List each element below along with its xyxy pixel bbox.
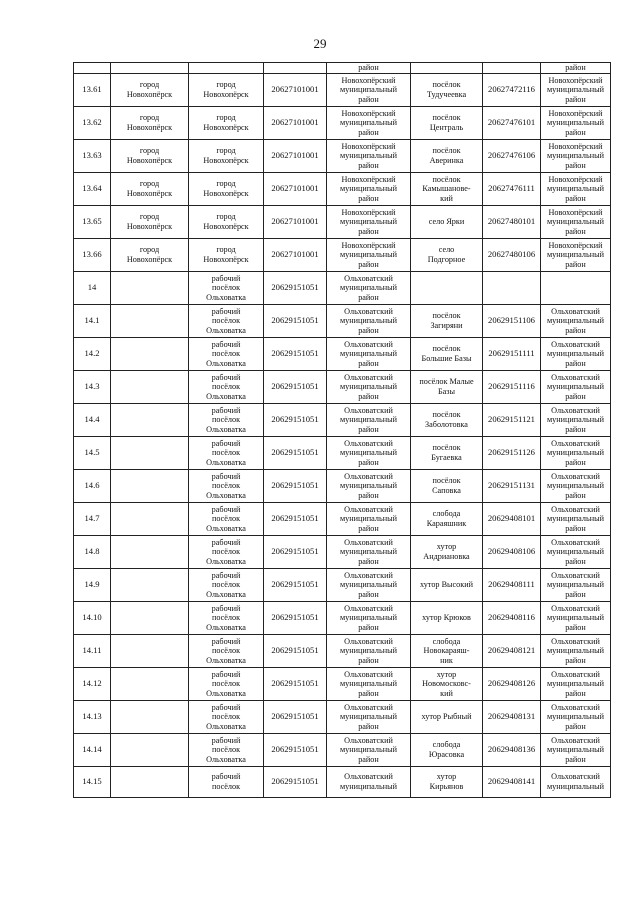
cell-district: Новохопёрский муниципальный район <box>327 140 411 173</box>
cell-locality: посёлок Аверинка <box>411 140 483 173</box>
cell-admin-center: город Новохопёрск <box>189 107 264 140</box>
cell-oktmo-locality: 20629151121 <box>483 404 541 437</box>
cell-number: 14.15 <box>74 767 111 798</box>
cell-district: район <box>327 63 411 74</box>
cell-locality-district: Ольховатский муниципальный район <box>541 536 611 569</box>
cell-number: 13.61 <box>74 74 111 107</box>
cell-locality <box>411 63 483 74</box>
table-row <box>74 206 611 239</box>
cell-settlement <box>111 668 189 701</box>
cell-settlement <box>111 470 189 503</box>
table-row <box>74 635 611 668</box>
cell-locality: хутор Кирьянов <box>411 767 483 798</box>
cell-settlement <box>111 569 189 602</box>
cell-oktmo-center: 20627101001 <box>264 239 327 272</box>
cell-oktmo-locality: 20629151131 <box>483 470 541 503</box>
cell-district: Новохопёрский муниципальный район <box>327 173 411 206</box>
cell-locality: посёлок Загиряни <box>411 305 483 338</box>
table-row <box>74 371 611 404</box>
cell-locality: хутор Рыбный <box>411 701 483 734</box>
table-row <box>74 239 611 272</box>
cell-district: Ольховатский муниципальный район <box>327 338 411 371</box>
cell-oktmo-locality: 20629408131 <box>483 701 541 734</box>
cell-admin-center: рабочий посёлок Ольховатка <box>189 635 264 668</box>
cell-district: Ольховатский муниципальный район <box>327 536 411 569</box>
cell-locality-district: Ольховатский муниципальный район <box>541 404 611 437</box>
cell-settlement: город Новохопёрск <box>111 206 189 239</box>
cell-settlement: город Новохопёрск <box>111 107 189 140</box>
cell-number: 14.6 <box>74 470 111 503</box>
cell-oktmo-locality: 20629151111 <box>483 338 541 371</box>
cell-oktmo-center: 20627101001 <box>264 74 327 107</box>
table-row <box>74 503 611 536</box>
cell-admin-center: город Новохопёрск <box>189 173 264 206</box>
cell-locality: слобода Новокараяш- ник <box>411 635 483 668</box>
cell-oktmo-locality: 20629408141 <box>483 767 541 798</box>
cell-locality: посёлок Большие Базы <box>411 338 483 371</box>
cell-settlement: город Новохопёрск <box>111 140 189 173</box>
cell-district: Ольховатский муниципальный район <box>327 569 411 602</box>
cell-oktmo-center: 20629151051 <box>264 437 327 470</box>
cell-admin-center: город Новохопёрск <box>189 206 264 239</box>
cell-locality: посёлок Централь <box>411 107 483 140</box>
cell-settlement: город Новохопёрск <box>111 173 189 206</box>
cell-oktmo-locality: 20627480106 <box>483 239 541 272</box>
cell-district: Ольховатский муниципальный район <box>327 305 411 338</box>
cell-settlement <box>111 371 189 404</box>
cell-number: 14 <box>74 272 111 305</box>
table-row <box>74 338 611 371</box>
cell-admin-center: рабочий посёлок Ольховатка <box>189 569 264 602</box>
cell-oktmo-locality: 20629408106 <box>483 536 541 569</box>
cell-admin-center: рабочий посёлок Ольховатка <box>189 734 264 767</box>
cell-locality: село Ярки <box>411 206 483 239</box>
cell-oktmo-locality: 20629408101 <box>483 503 541 536</box>
cell-locality-district: Новохопёрский муниципальный район <box>541 173 611 206</box>
cell-settlement <box>111 767 189 798</box>
cell-locality: слобода Юрасовка <box>411 734 483 767</box>
cell-admin-center: город Новохопёрск <box>189 140 264 173</box>
cell-locality-district: Ольховатский муниципальный <box>541 767 611 798</box>
cell-locality-district: Ольховатский муниципальный район <box>541 635 611 668</box>
cell-admin-center: рабочий посёлок Ольховатка <box>189 371 264 404</box>
cell-locality: посёлок Заболотовка <box>411 404 483 437</box>
table-row <box>74 569 611 602</box>
cell-district: Новохопёрский муниципальный район <box>327 239 411 272</box>
cell-oktmo-center: 20629151051 <box>264 668 327 701</box>
cell-admin-center: рабочий посёлок Ольховатка <box>189 305 264 338</box>
cell-district: Ольховатский муниципальный район <box>327 371 411 404</box>
table-row <box>74 536 611 569</box>
cell-locality: посёлок Саповка <box>411 470 483 503</box>
cell-number: 14.9 <box>74 569 111 602</box>
cell-locality: хутор Андриановка <box>411 536 483 569</box>
table-row <box>74 437 611 470</box>
cell-oktmo-center: 20629151051 <box>264 734 327 767</box>
cell-locality-district <box>541 272 611 305</box>
cell-settlement <box>111 404 189 437</box>
cell-locality-district: Ольховатский муниципальный район <box>541 734 611 767</box>
cell-settlement <box>111 338 189 371</box>
cell-admin-center: рабочий посёлок Ольховатка <box>189 668 264 701</box>
cell-admin-center: рабочий посёлок Ольховатка <box>189 503 264 536</box>
cell-oktmo-locality: 20629151126 <box>483 437 541 470</box>
cell-settlement: город Новохопёрск <box>111 239 189 272</box>
cell-number: 14.13 <box>74 701 111 734</box>
cell-locality-district: Ольховатский муниципальный район <box>541 371 611 404</box>
cell-number: 14.3 <box>74 371 111 404</box>
settlement-table <box>73 62 611 798</box>
cell-settlement <box>111 63 189 74</box>
cell-district: Ольховатский муниципальный район <box>327 734 411 767</box>
cell-oktmo-center: 20629151051 <box>264 569 327 602</box>
cell-number: 14.12 <box>74 668 111 701</box>
cell-locality-district: Ольховатский муниципальный район <box>541 305 611 338</box>
cell-admin-center: рабочий посёлок <box>189 767 264 798</box>
cell-settlement: город Новохопёрск <box>111 74 189 107</box>
table-row <box>74 767 611 798</box>
cell-admin-center: рабочий посёлок Ольховатка <box>189 602 264 635</box>
cell-settlement <box>111 503 189 536</box>
table-row <box>74 305 611 338</box>
cell-admin-center: рабочий посёлок Ольховатка <box>189 404 264 437</box>
cell-oktmo-locality: 20629151106 <box>483 305 541 338</box>
cell-settlement <box>111 536 189 569</box>
cell-oktmo-center: 20629151051 <box>264 701 327 734</box>
cell-locality-district: Ольховатский муниципальный район <box>541 338 611 371</box>
table-row <box>74 668 611 701</box>
cell-district: Ольховатский муниципальный район <box>327 503 411 536</box>
cell-oktmo-center: 20629151051 <box>264 602 327 635</box>
cell-oktmo-center: 20629151051 <box>264 404 327 437</box>
cell-locality-district: Новохопёрский муниципальный район <box>541 74 611 107</box>
cell-oktmo-locality: 20629151116 <box>483 371 541 404</box>
cell-oktmo-center: 20629151051 <box>264 272 327 305</box>
cell-locality-district: Ольховатский муниципальный район <box>541 701 611 734</box>
cell-oktmo-center: 20629151051 <box>264 635 327 668</box>
cell-number: 13.66 <box>74 239 111 272</box>
table-row <box>74 272 611 305</box>
cell-admin-center: город Новохопёрск <box>189 74 264 107</box>
cell-number: 13.63 <box>74 140 111 173</box>
page-number: 29 <box>313 36 327 51</box>
cell-number: 14.2 <box>74 338 111 371</box>
cell-oktmo-center: 20627101001 <box>264 206 327 239</box>
cell-admin-center <box>189 63 264 74</box>
cell-oktmo-center: 20627101001 <box>264 173 327 206</box>
cell-oktmo-center: 20627101001 <box>264 140 327 173</box>
cell-oktmo-center: 20629151051 <box>264 470 327 503</box>
cell-locality-district: Ольховатский муниципальный район <box>541 602 611 635</box>
cell-oktmo-center: 20627101001 <box>264 107 327 140</box>
cell-number: 14.8 <box>74 536 111 569</box>
cell-number: 14.14 <box>74 734 111 767</box>
table-row <box>74 602 611 635</box>
cell-settlement <box>111 701 189 734</box>
cell-oktmo-center: 20629151051 <box>264 305 327 338</box>
cell-oktmo-locality: 20627476101 <box>483 107 541 140</box>
cell-locality-district: район <box>541 63 611 74</box>
table-row <box>74 173 611 206</box>
cell-number: 14.4 <box>74 404 111 437</box>
table-row <box>74 404 611 437</box>
cell-district: Ольховатский муниципальный <box>327 767 411 798</box>
cell-settlement <box>111 635 189 668</box>
cell-locality-district: Новохопёрский муниципальный район <box>541 140 611 173</box>
cell-locality-district: Ольховатский муниципальный район <box>541 569 611 602</box>
cell-admin-center: рабочий посёлок Ольховатка <box>189 437 264 470</box>
cell-settlement <box>111 734 189 767</box>
cell-locality: хутор Новомосковс- кий <box>411 668 483 701</box>
cell-locality: село Подгорное <box>411 239 483 272</box>
cell-district: Ольховатский муниципальный район <box>327 635 411 668</box>
cell-district: Ольховатский муниципальный район <box>327 272 411 305</box>
cell-number: 14.5 <box>74 437 111 470</box>
table-row <box>74 701 611 734</box>
table-row-continued <box>74 63 611 74</box>
cell-locality-district: Ольховатский муниципальный район <box>541 503 611 536</box>
cell-settlement <box>111 305 189 338</box>
cell-number: 14.7 <box>74 503 111 536</box>
cell-district: Новохопёрский муниципальный район <box>327 206 411 239</box>
cell-locality-district: Новохопёрский муниципальный район <box>541 239 611 272</box>
cell-locality: хутор Высокий <box>411 569 483 602</box>
cell-oktmo-locality: 20629408136 <box>483 734 541 767</box>
cell-admin-center: рабочий посёлок Ольховатка <box>189 272 264 305</box>
cell-locality: слобода Караяшник <box>411 503 483 536</box>
cell-number <box>74 63 111 74</box>
cell-admin-center: рабочий посёлок Ольховатка <box>189 701 264 734</box>
cell-admin-center: рабочий посёлок Ольховатка <box>189 470 264 503</box>
cell-district: Новохопёрский муниципальный район <box>327 107 411 140</box>
cell-number: 13.65 <box>74 206 111 239</box>
cell-oktmo-center: 20629151051 <box>264 338 327 371</box>
cell-district: Ольховатский муниципальный район <box>327 437 411 470</box>
table-row <box>74 74 611 107</box>
cell-settlement <box>111 272 189 305</box>
cell-locality-district: Ольховатский муниципальный район <box>541 470 611 503</box>
cell-district: Новохопёрский муниципальный район <box>327 74 411 107</box>
cell-oktmo-center <box>264 63 327 74</box>
cell-locality-district: Ольховатский муниципальный район <box>541 437 611 470</box>
cell-number: 13.64 <box>74 173 111 206</box>
table-row <box>74 734 611 767</box>
cell-locality: посёлок Камышанове- кий <box>411 173 483 206</box>
cell-oktmo-locality: 20627476111 <box>483 173 541 206</box>
cell-settlement <box>111 602 189 635</box>
cell-number: 14.11 <box>74 635 111 668</box>
cell-settlement <box>111 437 189 470</box>
cell-oktmo-locality: 20629408116 <box>483 602 541 635</box>
table-body <box>74 63 611 798</box>
cell-locality-district: Новохопёрский муниципальный район <box>541 107 611 140</box>
cell-oktmo-locality: 20627480101 <box>483 206 541 239</box>
table-row <box>74 140 611 173</box>
cell-district: Ольховатский муниципальный район <box>327 701 411 734</box>
cell-oktmo-locality <box>483 272 541 305</box>
cell-admin-center: рабочий посёлок Ольховатка <box>189 536 264 569</box>
cell-locality: посёлок Тудучеевка <box>411 74 483 107</box>
cell-district: Ольховатский муниципальный район <box>327 404 411 437</box>
cell-number: 14.10 <box>74 602 111 635</box>
cell-oktmo-locality: 20629408126 <box>483 668 541 701</box>
cell-admin-center: рабочий посёлок Ольховатка <box>189 338 264 371</box>
table-row <box>74 107 611 140</box>
cell-locality: посёлок Бугаевка <box>411 437 483 470</box>
cell-district: Ольховатский муниципальный район <box>327 470 411 503</box>
cell-locality <box>411 272 483 305</box>
cell-oktmo-locality: 20627472116 <box>483 74 541 107</box>
cell-oktmo-locality: 20629408111 <box>483 569 541 602</box>
cell-oktmo-locality: 20627476106 <box>483 140 541 173</box>
cell-number: 14.1 <box>74 305 111 338</box>
cell-oktmo-center: 20629151051 <box>264 536 327 569</box>
table-row <box>74 470 611 503</box>
cell-oktmo-locality: 20629408121 <box>483 635 541 668</box>
cell-admin-center: город Новохопёрск <box>189 239 264 272</box>
cell-district: Ольховатский муниципальный район <box>327 668 411 701</box>
cell-locality: посёлок Малые Базы <box>411 371 483 404</box>
cell-oktmo-center: 20629151051 <box>264 767 327 798</box>
cell-oktmo-center: 20629151051 <box>264 371 327 404</box>
cell-number: 13.62 <box>74 107 111 140</box>
cell-locality: хутор Крюков <box>411 602 483 635</box>
cell-locality-district: Ольховатский муниципальный район <box>541 668 611 701</box>
cell-district: Ольховатский муниципальный район <box>327 602 411 635</box>
cell-oktmo-locality <box>483 63 541 74</box>
cell-oktmo-center: 20629151051 <box>264 503 327 536</box>
cell-locality-district: Новохопёрский муниципальный район <box>541 206 611 239</box>
